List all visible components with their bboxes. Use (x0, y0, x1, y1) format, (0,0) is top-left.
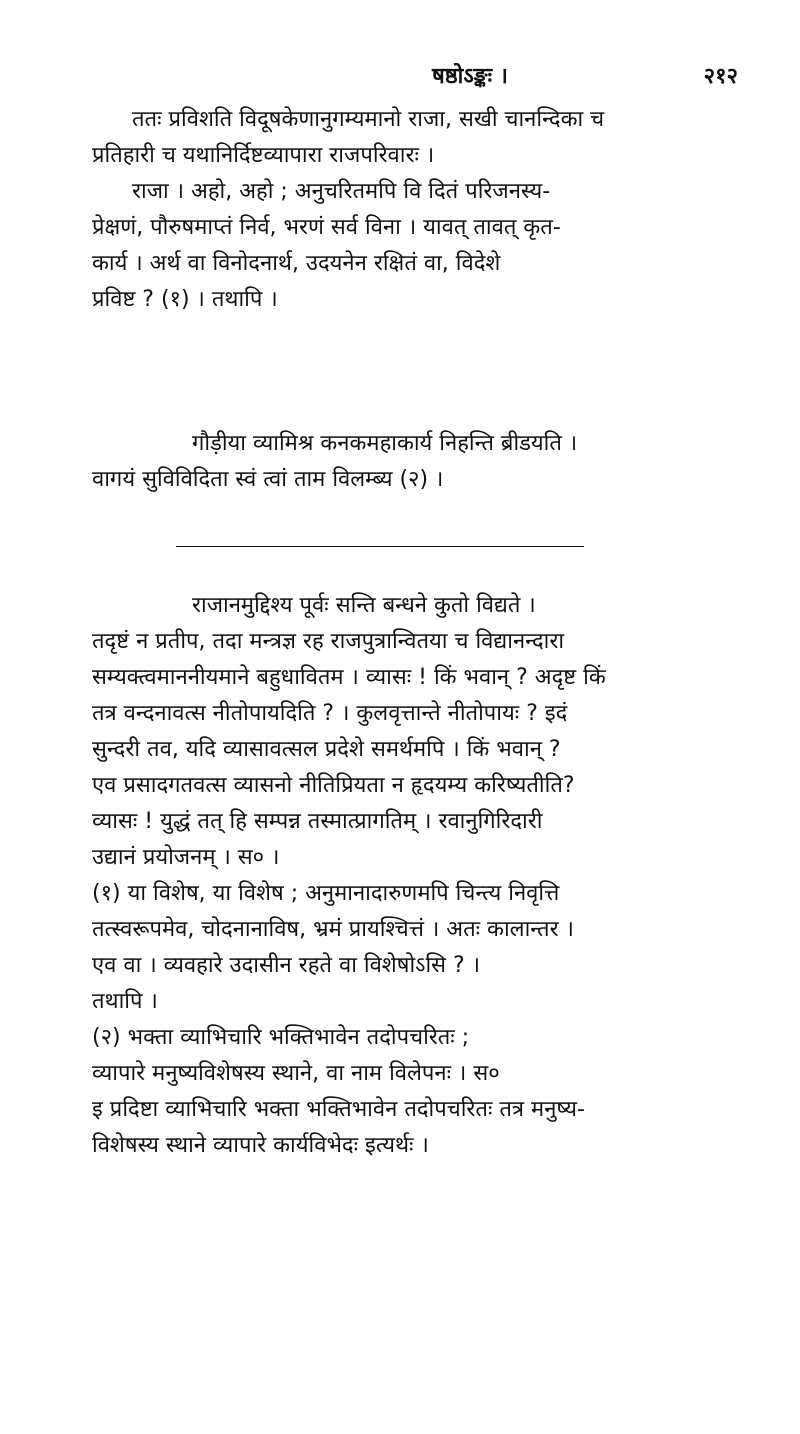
page-number: २१२ (703, 64, 738, 89)
footnote-line: विशेषस्य स्थाने व्यापारे कार्यविभेदः इत्यर्थः । (92, 1133, 429, 1158)
verse-block (92, 426, 764, 498)
commentary-block (92, 588, 764, 1164)
footnote-line: तथापि । (92, 989, 158, 1014)
running-title: षष्ठोऽङ्कः । (432, 64, 509, 89)
footnote-line: इ प्रदिष्टा व्याभिचारि भक्ता भक्तिभावेन तदोपचरितः तत्र मनुष्य- (92, 1097, 585, 1122)
text-line: ततः प्रविशति विदूषकेणानुगम्यमानो राजा, सखी चानन्दिका च (132, 107, 605, 132)
footnote-line: (१) या विशेष, या विशेष ; अनुमानादारुणमपि चिन्त्य निवृत्ति (92, 881, 560, 906)
text-line: प्रेक्षणं, पौरुषमाप्तं निर्व, भरणं सर्व विना । यावत् तावत् कृत- (92, 215, 561, 240)
text-line: प्रतिहारी च यथानिर्दिष्टव्यापारा राजपरिवारः । (92, 143, 435, 168)
text-line: प्रविष्ट ? (१) । तथापि । (92, 287, 278, 312)
verse-line: गौड़ीया व्यामिश्र कनकमहाकार्य निहन्ति ब्रीडयति । (192, 431, 578, 456)
commentary-line: तत्र वन्दनावत्स नीतोपायदिति ? । कुलवृत्तान्ते नीतोपायः ? इदं (92, 701, 568, 726)
footnote-line: तत्स्वरूपमेव, चोदनानाविष, भ्रमं प्रायश्चित्तं । अतः कालान्तर । (92, 917, 574, 942)
text-line: कार्य । अर्थ वा विनोदनार्थ, उदयनेन रक्षितं वा, विदेशे (92, 251, 501, 276)
footnote-line: एव वा । व्यवहारे उदासीन रहते वा विशेषोऽसि ? । (92, 953, 481, 978)
text-line: राजा । अहो, अहो ; अनुचरितमपि वि दितं परिजनस्य- (132, 179, 551, 204)
commentary-line: राजानमुद्दिश्य पूर्वः सन्ति बन्धने कुतो विद्यते । (192, 593, 536, 618)
main-text-block (92, 102, 764, 318)
footnote-divider (176, 546, 584, 547)
commentary-line: एव प्रसादगतवत्स व्यासनो नीतिप्रियता न हृदयम्य करिष्यतीति? (92, 773, 575, 798)
footnote-line: (२) भक्ता व्याभिचारि भक्तिभावेन तदोपचरितः ; (92, 1025, 470, 1050)
footnote-line: व्यापारे मनुष्यविशेषस्य स्थाने, वा नाम विलेपनः । स० (92, 1061, 500, 1086)
commentary-line: व्यासः ! युद्धं तत् हि सम्पन्न तस्मात्प्रागतिम् । रवानुगिरिदारी (92, 809, 543, 834)
verse-line: वागयं सुविविदिता स्वं त्वां ताम विलम्ब्य (२) । (92, 467, 444, 492)
commentary-line: सुन्दरी तव, यदि व्यासावत्सल प्रदेशे समर्थमपि । किं भवान् ? (92, 737, 561, 762)
commentary-line: सम्यक्त्वमाननीयमाने बहुधावितम । व्यासः ! किं भवान् ? अदृष्ट किं (92, 665, 606, 690)
page-header (92, 60, 752, 90)
commentary-line: तदृष्टं न प्रतीप, तदा मन्त्रज्ञ रह राजपुत्रान्वितया च विद्यानन्दारा (92, 629, 565, 654)
commentary-line: उद्यानं प्रयोजनम् । स० । (92, 845, 280, 870)
